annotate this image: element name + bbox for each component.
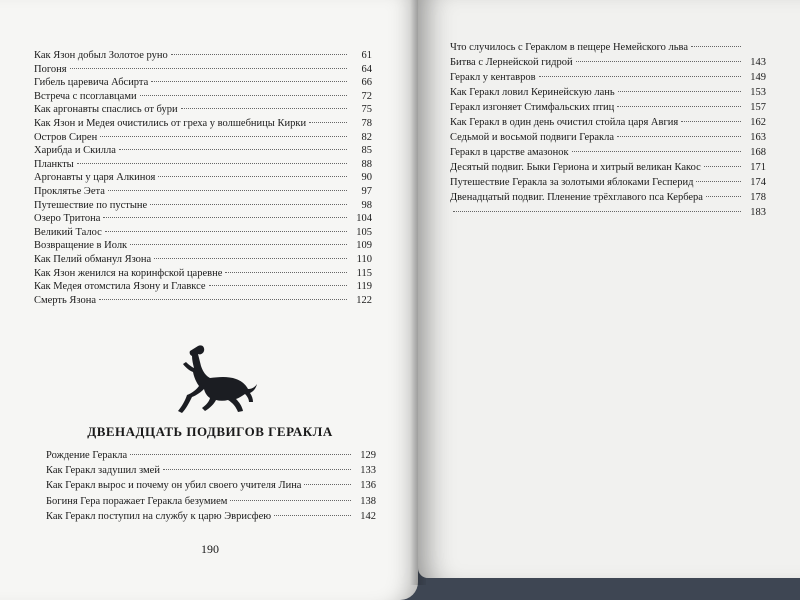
toc-entry-page: 174 xyxy=(750,177,766,188)
toc-dot-leader xyxy=(617,106,741,107)
toc-dot-leader xyxy=(181,108,347,109)
page-number: 190 xyxy=(201,542,219,556)
toc-entry-title: Геракл изгоняет Стимфальских птиц xyxy=(450,102,615,113)
toc-entry-title: Богиня Гера поражает Геракла безумием xyxy=(46,495,228,507)
toc-entry xyxy=(34,159,372,171)
toc-dot-leader xyxy=(99,299,347,300)
toc-entry-title: Рождение Геракла xyxy=(46,450,128,461)
toc-entry-title: Седьмой и восьмой подвиги Геракла xyxy=(450,132,615,143)
toc-entry-title: Как Геракл поступил на службу к царю Эврисфею xyxy=(46,510,272,522)
toc-dot-leader xyxy=(163,469,351,470)
toc-dot-leader xyxy=(140,95,347,96)
toc-entry xyxy=(34,281,372,293)
toc-dot-leader xyxy=(77,163,347,164)
toc-entry-title: Геракл в царстве амазонок xyxy=(450,147,569,158)
centaur-icon xyxy=(168,340,260,418)
toc-dot-leader xyxy=(539,76,741,77)
toc-entry-page: 157 xyxy=(750,102,766,113)
toc-dot-leader xyxy=(103,217,347,218)
toc-entry xyxy=(46,450,376,462)
section-title: ДВЕНАДЦАТЬ ПОДВИГОВ ГЕРАКЛА xyxy=(87,424,333,439)
toc-dot-leader xyxy=(618,91,741,92)
toc-entry-page: 153 xyxy=(750,87,766,98)
toc-entry-page: 90 xyxy=(361,172,372,184)
toc-entry-title: Как Язон добыл Золотое руно xyxy=(34,50,168,61)
toc-entry xyxy=(46,511,376,523)
toc-entry-page: 104 xyxy=(356,213,372,225)
toc-entry xyxy=(46,465,376,477)
right-page xyxy=(418,0,800,578)
toc-entry-title: Как Геракл в один день очистил стойла царя Авгия xyxy=(450,117,679,128)
toc-entry xyxy=(34,64,372,76)
toc-dot-leader xyxy=(209,285,347,286)
toc-entry-page: 136 xyxy=(360,480,376,492)
toc-dot-leader xyxy=(119,149,347,150)
toc-entry-page: 78 xyxy=(361,118,372,129)
toc-entry xyxy=(450,132,766,144)
toc-dot-leader xyxy=(171,54,347,55)
toc-entry-title: Проклятье Эета xyxy=(34,186,105,197)
toc-entry xyxy=(34,268,372,280)
toc-entry xyxy=(34,227,372,239)
toc-entry-page: 171 xyxy=(750,162,766,173)
toc-entry-title: Остров Сирен xyxy=(34,131,98,143)
toc-entry xyxy=(34,254,372,266)
toc-entry-page: 75 xyxy=(361,104,372,116)
toc-entry xyxy=(450,192,766,204)
toc-entry-page: 183 xyxy=(750,207,766,218)
toc-entry xyxy=(34,91,372,103)
toc-entry-title: Геракл у кентавров xyxy=(450,72,536,83)
toc-entry-page: 168 xyxy=(750,147,766,158)
toc-entry-page: 143 xyxy=(750,57,766,68)
toc-dot-leader xyxy=(150,204,347,205)
toc-entry-title: Двенадцатый подвиг. Пленение трёхглавого пса Кербера xyxy=(450,192,703,203)
toc-entry xyxy=(46,496,376,508)
toc-dot-leader xyxy=(158,176,347,177)
toc-entry-title: Как Пелий обманул Язона xyxy=(34,254,152,265)
toc-entry-page: 105 xyxy=(356,226,372,238)
toc-entry-page: 138 xyxy=(360,495,376,507)
toc-entry xyxy=(34,77,372,89)
toc-entry-page: 61 xyxy=(361,50,372,61)
toc-dot-leader xyxy=(108,190,347,191)
toc-dot-leader xyxy=(696,181,741,182)
toc-entry-page: 72 xyxy=(361,90,372,102)
toc-entry-page: 115 xyxy=(356,267,372,279)
toc-entry xyxy=(450,117,766,129)
toc-entry-page: 66 xyxy=(361,77,372,89)
toc-entry-title: Десятый подвиг. Быки Гериона и хитрый великан Какос xyxy=(450,162,701,173)
toc-entry-title: Аргонавты у царя Алкиноя xyxy=(34,172,156,184)
toc-dot-leader xyxy=(274,515,351,516)
toc-entry xyxy=(450,57,766,69)
toc-entry xyxy=(34,213,372,225)
toc-entry xyxy=(34,50,372,62)
toc-entry-title: Как Геракл ловил Керинейскую лань xyxy=(450,87,615,98)
toc-entry-title: Как Геракл вырос и почему он убил своего учителя Лина xyxy=(46,480,302,492)
toc-entry xyxy=(34,240,372,252)
toc-dot-leader xyxy=(105,231,347,232)
toc-dot-leader xyxy=(151,81,347,82)
toc-entry xyxy=(34,132,372,144)
toc-dot-leader xyxy=(681,121,741,122)
toc-entry-page: 88 xyxy=(361,158,372,170)
toc-entry-title: Что случилось с Гераклом в пещере Немейского льва xyxy=(450,42,689,53)
toc-entry-page: 133 xyxy=(360,465,376,477)
toc-entry xyxy=(450,87,766,99)
toc-dot-leader xyxy=(100,136,347,137)
toc-dot-leader xyxy=(130,244,347,245)
toc-entry-title: Великий Талос xyxy=(34,226,102,238)
toc-dot-leader xyxy=(230,500,351,501)
toc-dot-leader xyxy=(225,272,347,273)
toc-entry-title: Путешествие Геракла за золотыми яблоками Гесперид xyxy=(450,177,694,188)
toc-entry-page: 149 xyxy=(750,72,766,83)
toc-entry-title: Погоня xyxy=(34,63,67,75)
toc-entry-title: Как Язон женился на коринфской царевне xyxy=(34,267,223,279)
toc-entry xyxy=(450,147,766,159)
toc-dot-leader xyxy=(691,46,741,47)
toc-entry-page: 85 xyxy=(361,145,372,157)
toc-entry-title: Как Медея отомстила Язону и Главксе xyxy=(34,281,206,293)
toc-dot-leader xyxy=(130,454,351,455)
toc-entry xyxy=(34,200,372,212)
toc-dot-leader xyxy=(154,258,347,259)
toc-dot-leader xyxy=(453,211,741,212)
toc-entry xyxy=(34,186,372,198)
toc-entry-title: Возвращение в Иолк xyxy=(34,240,128,252)
toc-entry xyxy=(450,42,766,54)
toc-entry xyxy=(34,118,372,130)
toc-entry-page: 64 xyxy=(361,63,372,75)
toc-dot-leader xyxy=(576,61,741,62)
toc-entry-title: Планкты xyxy=(34,158,74,170)
toc-entry-page: 163 xyxy=(750,132,766,143)
toc-entry-page: 122 xyxy=(356,294,372,306)
toc-entry-page: 162 xyxy=(750,117,766,128)
toc-dot-leader xyxy=(706,196,741,197)
toc-entry-title: Как аргонавты спаслись от бури xyxy=(34,104,178,116)
toc-entry xyxy=(450,177,766,189)
toc-entry-title: Озеро Тритона xyxy=(34,213,101,225)
toc-dot-leader xyxy=(70,68,347,69)
toc-entry-title: Битва с Лернейской гидрой xyxy=(450,57,573,68)
toc-entry-title: Встреча с псоглавцами xyxy=(34,90,137,102)
toc-entry-page: 129 xyxy=(360,450,376,461)
toc-entry-page: 82 xyxy=(361,131,372,143)
toc-entry xyxy=(450,102,766,114)
toc-entry-title: Смерть Язона xyxy=(34,294,97,306)
toc-dot-leader xyxy=(309,122,347,123)
toc-entry xyxy=(34,172,372,184)
toc-dot-leader xyxy=(617,136,741,137)
toc-entry xyxy=(450,72,766,84)
toc-entry xyxy=(34,145,372,157)
toc-entry xyxy=(34,295,372,307)
toc-entry-page: 109 xyxy=(356,240,372,252)
toc-entry-page: 110 xyxy=(356,254,372,265)
toc-dot-leader xyxy=(572,151,741,152)
toc-entry xyxy=(34,104,372,116)
toc-entry-title: Путешествие по пустыне xyxy=(34,199,148,211)
toc-entry-page: 142 xyxy=(360,510,376,522)
toc-dot-leader xyxy=(304,484,351,485)
toc-entry-title: Как Язон и Медея очистились от греха у волшебницы Кирки xyxy=(34,118,307,129)
toc-entry-page: 119 xyxy=(356,281,372,293)
toc-entry xyxy=(450,207,766,219)
toc-entry-title: Как Геракл задушил змей xyxy=(46,465,160,477)
toc-entry-title: Харибда и Скилла xyxy=(34,145,116,157)
toc-entry-page: 178 xyxy=(750,192,766,203)
toc-entry xyxy=(450,162,766,174)
toc-dot-leader xyxy=(704,166,741,167)
toc-entry-page: 97 xyxy=(361,186,372,197)
toc-entry-page: 98 xyxy=(361,199,372,211)
toc-entry-title: Гибель царевича Абсирта xyxy=(34,77,149,89)
toc-entry xyxy=(46,480,376,492)
